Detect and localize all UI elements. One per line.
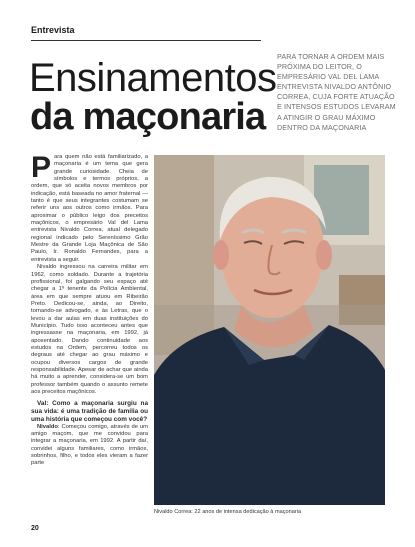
body-paragraph-2: Nivaldo ingressou na carreira militar em 1962, como soldado. Durante a trajetória profissional, foi galgando seu espaço até chegar a 1º tenente da Polícia Ambiental, área em que sempre atuou em Ribeirão Preto. Dedicou-se, ainda, ao Direito, tornando-se advogado, e às Letras, que o levou a dar aulas em duas instituições do Município. Tudo isso aconteceu antes que ingressasse na maçonaria, em 1992, já aposentado. Dando continuidade aos estudos na Ordem, percorreu todos os degraus até chegar ao grau máximo e ocupou diversos cargos de grande responsabilidade. Apesar de achar que ainda há muito a aprender, considera-se um bom professor também quando o assunto remete aos preceitos maçônicos. bbox=[31, 264, 148, 395]
page-number: 20 bbox=[31, 525, 39, 532]
drop-cap: P bbox=[31, 151, 52, 184]
headline-line-1: Ensinamentos bbox=[29, 56, 277, 100]
section-divider bbox=[31, 40, 261, 41]
portrait-photo bbox=[154, 155, 385, 505]
photo-caption: Nivaldo Correa: 22 anos de intensa dedicação à maçonaria bbox=[154, 509, 302, 515]
body-paragraph-1: Para quem não está familiarizado, a maçonaria é um tema que gera grande curiosidade. Cheia de símbolos e termos próprios, a ordem, que só aceita novos membros por indicação, está baseada no amor fraternal — tanto é que seus integrantes costumam se referir uns aos outros como irmãos. Para aproximar o público leigo dos preceitos maçônicos, o empresário Val del Lama entrevista Nivaldo Correa, atual delegado regional indicado pelo Sereníssimo Grão Mestre da Grande Loja Maçônica de São Paulo, Ir. Ronaldo Fernandes, para a entrevista a seguir. bbox=[31, 151, 148, 263]
article-body bbox=[31, 151, 148, 468]
answer-speaker: Nivaldo bbox=[37, 423, 58, 430]
interview-question: Val: Como a maçonaria surgiu na sua vida: é uma tradição de família ou uma história que começou com você? bbox=[31, 400, 148, 423]
section-label: Entrevista bbox=[31, 25, 75, 35]
interview-answer: Nivaldo: Começou comigo, através de um amigo maçom, que me convidou para integrar a maçonaria, em 1992. A partir daí, convidei alguns familiares, como irmãos, sobrinhos, filho, e todos eles vieram a fazer parte bbox=[31, 423, 148, 467]
lead-paragraph: PARA TORNAR A ORDEM MAIS PRÓXIMA DO LEITOR, O EMPRESÁRIO VAL DEL LAMA ENTREVISTA NIVALDO ANTÔNIO CORREA, CUJA FORTE ATUAÇÃO E INTENSOS ESTUDOS LEVARAM A ATINGIR O GRAU MÁXIMO DENTRO DA MAÇONARIA bbox=[277, 52, 396, 132]
headline-line-2: da maçonaria bbox=[30, 96, 266, 138]
